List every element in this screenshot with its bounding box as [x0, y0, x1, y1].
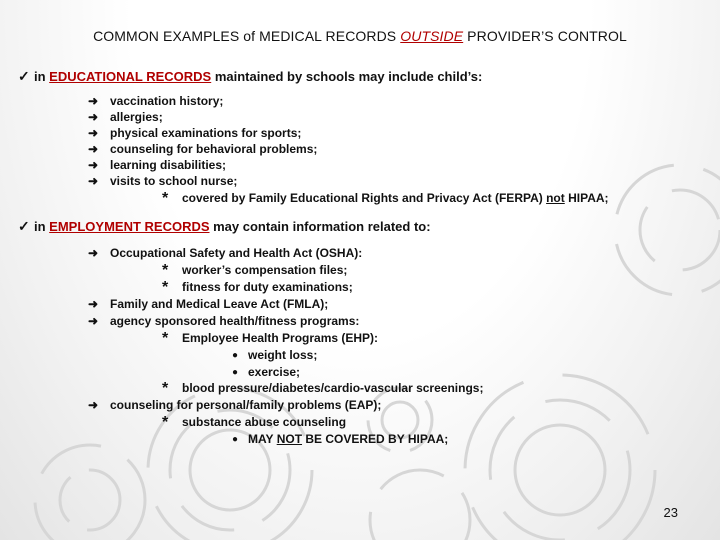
list-item: * Employee Health Programs (EHP):	[162, 330, 379, 347]
list-item	[88, 93, 223, 109]
employment-suffix: may contain information related to:	[209, 219, 431, 234]
ferpa-note: * covered by Family Educational Rights and Privacy Act (FERPA) not HIPAA;	[162, 190, 609, 207]
list-item: ➜ agency sponsored health/fitness programs:	[88, 314, 360, 328]
section-educational-records	[18, 68, 482, 85]
list-item	[88, 157, 226, 173]
star-icon: *	[162, 330, 169, 347]
star-icon: *	[162, 279, 169, 296]
employment-highlight: EMPLOYMENT RECORDS	[49, 219, 210, 234]
educational-item: visits to school nurse;	[110, 174, 238, 188]
checkmark-icon: ✓	[18, 218, 30, 234]
bullet-icon: ●	[232, 434, 239, 445]
educational-item: counseling for behavioral problems;	[110, 142, 318, 156]
arrow-icon: ➜	[88, 398, 99, 412]
educational-item: physical examinations for sports;	[110, 126, 302, 140]
educational-suffix: maintained by schools may include child’s:	[211, 69, 483, 84]
list-item: ➜ Occupational Safety and Health Act (OSHA):	[88, 246, 363, 260]
arrow-icon: ➜	[88, 94, 99, 108]
list-item: * fitness for duty examinations;	[162, 279, 353, 296]
section-employment-records	[18, 218, 431, 235]
slide-title	[0, 28, 720, 44]
list-item: ● weight loss;	[232, 348, 318, 362]
educational-highlight: EDUCATIONAL RECORDS	[49, 69, 212, 84]
page-number: 23	[663, 505, 678, 520]
arrow-icon: ➜	[88, 110, 99, 124]
star-icon: *	[162, 262, 169, 279]
title-prefix: COMMON EXAMPLES of MEDICAL RECORDS	[93, 28, 401, 44]
list-item: ➜ Family and Medical Leave Act (FMLA);	[88, 297, 329, 311]
list-item	[88, 141, 317, 157]
employment-prefix: in	[34, 219, 50, 234]
educational-prefix: in	[34, 69, 50, 84]
checkmark-icon: ✓	[18, 68, 30, 84]
arrow-icon: ➜	[88, 126, 99, 140]
arrow-icon: ➜	[88, 158, 99, 172]
list-item: * substance abuse counseling	[162, 414, 347, 431]
arrow-icon: ➜	[88, 142, 99, 156]
list-item	[88, 125, 301, 141]
bullet-icon: ●	[232, 350, 239, 361]
list-item	[88, 173, 237, 189]
list-item: ● exercise;	[232, 365, 301, 379]
star-icon: *	[162, 380, 169, 397]
arrow-icon: ➜	[88, 174, 99, 188]
educational-item: vaccination history;	[110, 94, 224, 108]
star-icon: *	[162, 414, 169, 431]
arrow-icon: ➜	[88, 297, 99, 311]
arrow-icon: ➜	[88, 246, 99, 260]
title-highlight: OUTSIDE	[400, 28, 464, 44]
list-item: * worker’s compensation files;	[162, 262, 348, 279]
hipaa-note: ● MAY NOT BE COVERED BY HIPAA;	[232, 432, 449, 446]
list-item: ➜ counseling for personal/family problems (EAP);	[88, 398, 382, 412]
arrow-icon: ➜	[88, 314, 99, 328]
bullet-icon: ●	[232, 367, 239, 378]
educational-item: allergies;	[110, 110, 163, 124]
educational-item: learning disabilities;	[110, 158, 227, 172]
title-suffix: PROVIDER’S CONTROL	[463, 28, 627, 44]
list-item: * blood pressure/diabetes/cardio-vascular screenings;	[162, 380, 484, 397]
list-item	[88, 109, 163, 125]
star-icon: *	[162, 190, 169, 207]
